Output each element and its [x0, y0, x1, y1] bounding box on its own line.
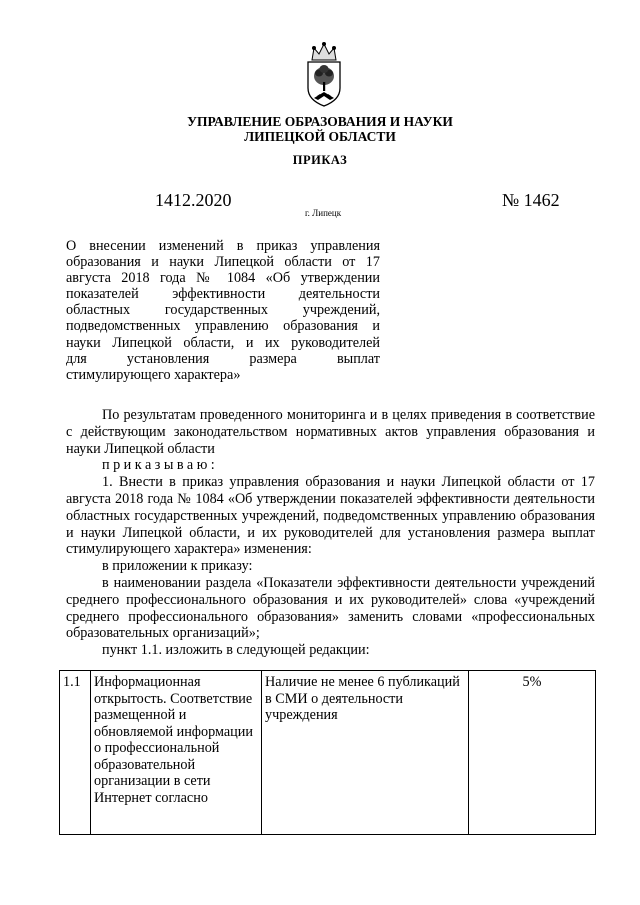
- section-name-paragraph: в наименовании раздела «Показатели эффективности деятельности учреждений среднего профессионального образования и их руководителей» слова «учреждений среднего профессионального образования» заменить словами «профессиональных образовательных организаций»;: [66, 574, 595, 642]
- order-directive: приказываю:: [102, 457, 219, 474]
- subject-line: образования и науки Липецкой области от 17: [66, 254, 380, 271]
- subject-line: науки Липецкой области, и их руководителей: [66, 334, 380, 351]
- appendix-paragraph: в приложении к приказу:: [102, 558, 253, 575]
- table-cell-indicator: Информационная открытость. Соответствие размещенной и обновляемой информации о профессиональной образовательной организации в сети Интернет согласно: [91, 671, 262, 835]
- subject-line: подведомственных управлению образования и: [66, 318, 380, 335]
- table-cell-weight: 5%: [469, 671, 596, 835]
- indicators-table: [59, 670, 596, 835]
- organization-title-line2: ЛИПЕЦКОЙ ОБЛАСТИ: [244, 129, 396, 144]
- order-number: № 1462: [502, 190, 560, 210]
- order-date: 1412.2020: [155, 190, 232, 210]
- table-cell-number: 1.1: [60, 671, 91, 835]
- order-subject: [66, 238, 380, 383]
- subject-line: показателей эффективности деятельности: [66, 286, 380, 303]
- subject-line: областных государственных учреждений,: [66, 302, 380, 319]
- organization-title-line1: УПРАВЛЕНИЕ ОБРАЗОВАНИЯ И НАУКИ: [187, 114, 453, 129]
- subject-line: августа 2018 года № 1084 «Об утверждении: [66, 270, 380, 287]
- subject-line: О внесении изменений в приказ управления: [66, 238, 380, 254]
- item-1-1-paragraph: пункт 1.1. изложить в следующей редакции:: [102, 642, 370, 659]
- preamble-paragraph: По результатам проведенного мониторинга и в целях приведения в соответствие с действующим законодательством нормативных актов управления образования и науки Липецкой области: [66, 407, 595, 457]
- clause-1-paragraph: 1. Внести в приказ управления образования и науки Липецкой области от 17 августа 2018 года № 1084 «Об утверждении показателей эффективности деятельности областных государственных учреждений, подведомственных управлению образования и науки Липецкой области, и их руководителей для установления размера выплат стимулирующего характера» изменения:: [66, 474, 595, 558]
- document-type: ПРИКАЗ: [292, 153, 348, 167]
- order-city: г. Липецк: [305, 208, 342, 218]
- organization-title: [0, 114, 640, 144]
- table-cell-criterion: Наличие не менее 6 публикаций в СМИ о деятельности учреждения: [262, 671, 469, 835]
- coat-of-arms-emblem: [300, 40, 348, 108]
- subject-line: стимулирующего характера»: [66, 366, 241, 383]
- order-body: [66, 407, 595, 659]
- subject-line: для установления размера выплат: [66, 350, 380, 367]
- table-row: [60, 671, 596, 835]
